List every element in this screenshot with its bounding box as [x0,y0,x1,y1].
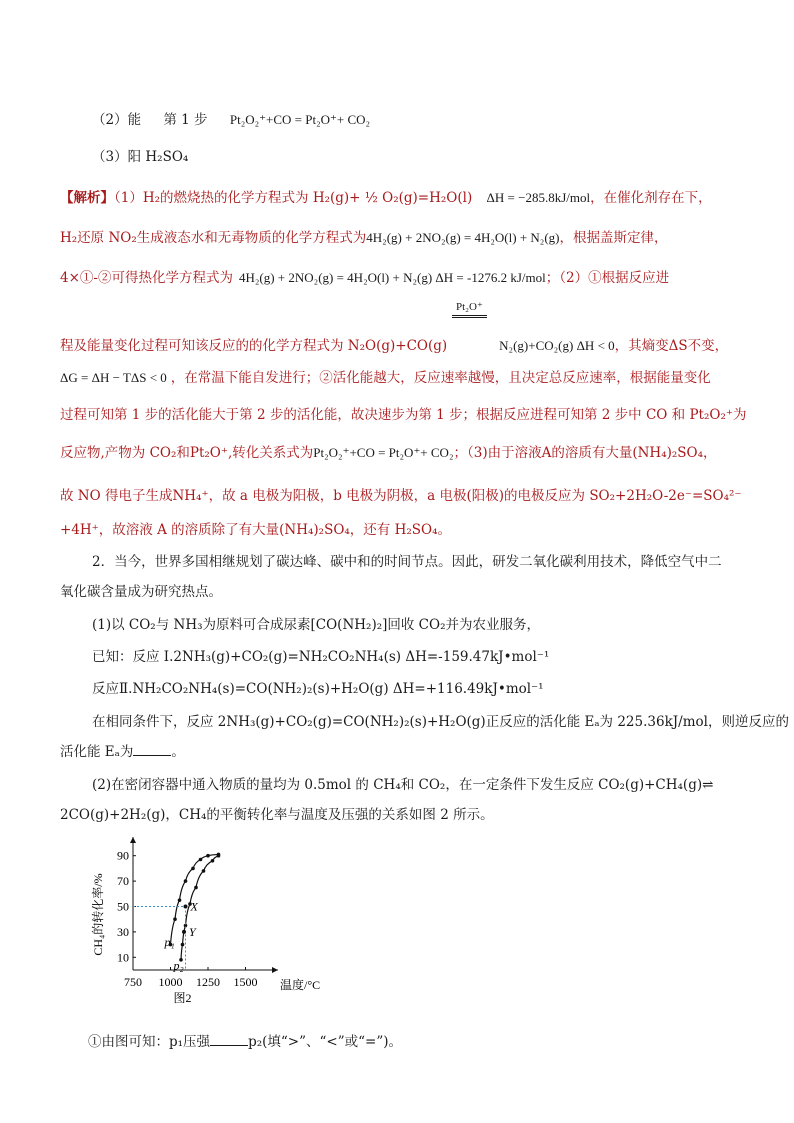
question-2-part-1: (1)以 CO₂与 NH₃为原料可合成尿素[CO(NH₂)₂]回收 CO₂并为农业服务， [92,617,540,633]
catalyst-label: Pt₂O⁺ [452,300,487,318]
series-point [199,858,203,862]
series-point [217,854,221,858]
analysis-text: 反应物,产物为 CO₂和Pt₂O⁺,转化关系式为 [60,445,314,461]
series-point [178,898,182,902]
y-axis-label: CH₄的转化率/% [91,873,105,956]
analysis-equation: 4H₂(g) + 2NO₂(g) = 4H₂O(l) + N₂(g) ΔH = -1276.2 kJ/mol [238,270,546,285]
series-point [173,917,177,921]
answer-2 [92,108,370,128]
analysis-line-6: 过程可知第 1 步的活化能大于第 2 步的活化能，故决速步为第 1 步；根据反应进程可知第 2 步中 CO 和 Pt₂O₂⁺为 [60,407,747,423]
series-point [191,867,195,871]
y-tick-label: 30 [117,924,129,939]
series-point [194,886,198,890]
y-tick-label: 10 [117,950,129,965]
question-text: 。 [171,744,185,760]
analysis-text: ，根据盖斯定律， [559,230,668,246]
curve-label-p2: p₂ [173,958,184,973]
x-tick-label: 750 [124,975,142,989]
analysis-text: （1）H₂的燃烧热的化学方程式为 H₂(g)+ ½ O₂(g)=H₂O(l) [114,190,473,206]
series-point [181,943,185,947]
answer-3: （3）阳 H₂SO₄ [92,149,189,165]
analysis-text: 4×①-②可得热化学方程式为 [60,270,233,286]
analysis-line-1 [60,186,712,206]
answer-2-step: 第 1 步 [163,112,208,128]
x-tick-label: 1250 [196,975,220,989]
x-tick-label: 1500 [233,975,258,989]
analysis-line-5 [60,366,711,386]
analysis-equation: N₂(g)+CO₂(g) ΔH < 0 [499,338,615,353]
question-2-part-2-cont: 2CO(g)+2H₂(g)，CH₄的平衡转化率与温度及压强的关系如图 2 所示。 [60,807,494,823]
analysis-text: ，在常温下能自发进行；②活化能越大，反应速率越慢，且决定总反应速率，根据能量变化 [170,370,711,386]
y-tick-label: 90 [117,848,129,863]
question-2-line-1: 2．当今，世界多国相继规划了碳达峰、碳中和的时间节点。因此，研发二氧化碳利用技术，降低空气中二 [92,554,722,570]
marked-point [182,930,186,934]
question-2-part-2: (2)在密闭容器中通入物质的量均为 0.5mol 的 CH₄和 CO₂，在一定条件下发生反应 CO₂(g)+CH₄(g)⇌ [92,777,714,793]
point-label: Y [189,924,196,939]
analysis-text: H₂还原 NO₂生成液态水和无毒物质的化学方程式为 [60,230,367,246]
question-2-blank-line [60,740,185,760]
sub-question-1 [88,1030,402,1050]
conversion-chart [88,825,328,1015]
analysis-line-8: 故 NO 得电子生成NH₄⁺，故 a 电极为阳极，b 电极为阴极，a 电极(阳极)的电极反应为 SO₂+2H₂O-2e⁻=SO₄²⁻ [60,488,742,504]
analysis-tag: 【解析】 [60,190,114,206]
question-2-line-2: 氧化碳含量成为研究热点。 [60,584,222,600]
answer-2-label: （2）能 [92,112,142,128]
series-point [184,879,188,883]
analysis-text: ，在催化剂存在下， [590,190,712,206]
answer-2-equation: Pt₂O₂⁺+CO = Pt₂O⁺+ CO₂ [229,112,371,127]
question-text: ①由图可知：p₁压强 [88,1034,211,1050]
analysis-line-4 [60,334,728,354]
reaction-1: 已知：反应 I.2NH₃(g)+CO₂(g)=NH₂CO₂NH₄(s) ΔH=-159.47kJ•mol⁻¹ [92,649,550,665]
analysis-text: 程及能量变化过程可知该反应的的化学方程式为 N₂O(g)+CO(g) [60,338,448,354]
x-axis-arrow [272,967,278,973]
series-point [206,854,210,858]
analysis-line-7 [60,441,717,461]
series-point [211,859,215,863]
question-text: p₂(填“>”、“<”或“=”)。 [248,1034,402,1050]
y-tick-label: 50 [117,899,129,914]
marked-point [184,905,188,909]
analysis-text: ；（2）①根据反应进 [545,270,670,286]
analysis-equation: 4H₂(g) + 2NO₂(g) = 4H₂O(l) + N₂(g) [366,230,560,245]
analysis-line-3 [60,266,669,286]
analysis-equation: ΔG = ΔH − TΔS < 0 [60,370,167,385]
x-tick-label: 1000 [158,975,183,989]
point-label: X [190,899,198,914]
question-text: 活化能 Eₐ为 [60,744,134,760]
answer-blank-pressure[interactable] [210,1033,248,1046]
analysis-equation: Pt₂O₂⁺+CO = Pt₂O⁺+ CO₂ [313,445,454,460]
y-axis-arrow [130,837,136,843]
analysis-line-2 [60,226,667,246]
series-point [202,869,206,873]
question-2-activation: 在相同条件下，反应 2NH₃(g)+CO₂(g)=CO(NH₂)₂(s)+H₂O(g)正反应的活化能 Eₐ为 225.36kJ/mol，则逆反应的 [92,714,789,730]
analysis-text: ，其熵变ΔS不变， [614,338,729,354]
x-axis-label: 温度/°C [280,978,321,992]
analysis-dh: ΔH = −285.8kJ/mol [486,190,591,205]
y-tick-label: 70 [117,874,129,889]
answer-blank-ea[interactable] [133,743,171,756]
chart-title: 图2 [173,991,192,1005]
analysis-text: ；（3)由于溶液A的溶质有大量(NH₄)₂SO₄， [453,445,717,461]
analysis-line-9: +4H⁺，故溶液 A 的溶质除了有大量(NH₄)₂SO₄，还有 H₂SO₄。 [60,522,452,538]
reaction-2: 反应Ⅱ.NH₂CO₂NH₄(s)=CO(NH₂)₂(s)+H₂O(g) ΔH=+116.49kJ•mol⁻¹ [92,681,544,697]
curve-label-p1: p₁ [164,935,175,950]
